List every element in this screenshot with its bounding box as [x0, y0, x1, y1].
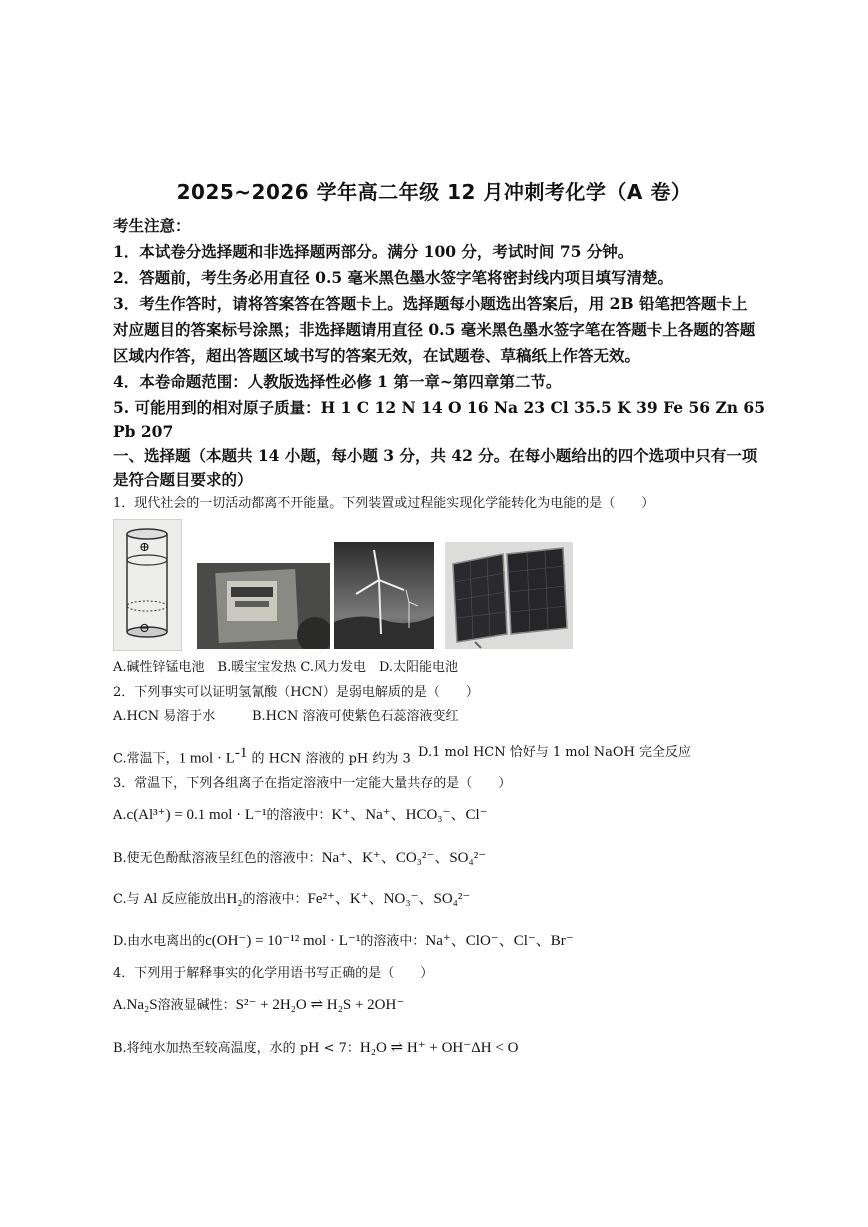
notice-line-5: 区域内作答，超出答题区域书写的答案无效，在试题卷、草稿纸上作答无效。 [113, 346, 641, 365]
q3-option-d-mid: 的溶液中： [360, 934, 426, 949]
notice-line-2: 2．答题前，考生务必用直径 0.5 毫米黑色墨水签字笔将密封线内项目填写清楚。 [113, 268, 674, 287]
q3-option-a [113, 803, 488, 828]
q3-option-c-h2: H₂ [226, 891, 243, 907]
q2-option-c-unit: 1 mol · L [178, 750, 235, 767]
q3-option-c-ions: Fe²⁺、K⁺、NO₃⁻、SO₄²⁻ [307, 891, 471, 907]
q4-option-a [113, 993, 404, 1018]
q4-option-b-pre: B.将纯水加热至较高温度，水的 pH < 7： [113, 1041, 360, 1056]
q3-option-d-ions: Na⁺、ClO⁻、Cl⁻、Br⁻ [425, 933, 574, 949]
q3-option-b [113, 846, 486, 871]
q3-option-a-mid: 的溶液中： [266, 808, 332, 823]
q2-option-c-post: 的 HCN 溶液的 pH 约为 3 [247, 751, 411, 767]
notice-line-6: 4．本卷命题范围：人教版选择性必修 1 第一章~第四章第二节。 [113, 372, 562, 391]
q1-stem: 1．现代社会的一切活动都离不开能量。下列装置或过程能实现化学能转化为电能的是（ ） [113, 496, 655, 511]
notice-line-1: 1．本试卷分选择题和非选择题两部分。满分 100 分，考试时间 75 分钟。 [113, 242, 634, 261]
wind-turbine-photo [334, 542, 434, 649]
q3-option-d-math: c(OH⁻) = 10⁻¹² mol · L⁻¹ [205, 933, 361, 949]
notice-line-7: 5. 可能用到的相对原子质量：H 1 C 12 N 14 O 16 Na 23 Cl 35.5 K 39 Fe 56 Zn 65 [113, 398, 765, 417]
q2-option-c-exp: -1 [234, 745, 248, 761]
battery-plus-icon: ⊕ [139, 540, 150, 555]
section-heading-2: 是符合题目要求的） [113, 470, 253, 489]
q3-option-c-mid: 的溶液中： [242, 892, 308, 907]
q4-option-a-pre: A. [113, 998, 127, 1013]
q3-option-b-pre: B.使无色酚酞溶液呈红色的溶液中： [113, 851, 322, 866]
q3-option-a-ions: K⁺、Na⁺、HCO₃⁻、Cl⁻ [331, 807, 488, 823]
q2-stem: 2．下列事实可以证明氢氰酸（HCN）是弱电解质的是（ ） [113, 685, 479, 700]
section-heading-1: 一、选择题（本题共 14 小题，每小题 3 分，共 42 分。在每小题给出的四个选项中只有一项 [113, 446, 758, 465]
q3-option-d [113, 929, 574, 954]
q3-option-c [113, 887, 470, 912]
q1-options: A.碱性锌锰电池 B.暖宝宝发热 C.风力发电 D.太阳能电池 [113, 660, 459, 675]
q4-option-b [113, 1036, 518, 1061]
battery-minus-icon: ⊖ [139, 621, 150, 636]
q3-stem: 3．常温下，下列各组离子在指定溶液中一定能大量共存的是（ ） [113, 776, 512, 791]
q3-option-b-ions: Na⁺、K⁺、CO₃²⁻、SO₄²⁻ [321, 850, 487, 866]
q2-option-c [113, 741, 411, 771]
q4-option-b-eq: H₂O ⇌ H⁺ + OH⁻ΔH < O [359, 1040, 519, 1056]
battery-photo [113, 519, 182, 651]
notice-line-8: Pb 207 [113, 422, 174, 441]
q4-stem: 4．下列用于解释事实的化学用语书写正确的是（ ） [113, 966, 434, 981]
notice-line-4: 对应题目的答案标号涂黑；非选择题请用直径 0.5 毫米黑色墨水签字笔在答题卡上各题的答题 [113, 320, 756, 339]
q3-option-d-pre: D.由水电离出的 [113, 934, 206, 949]
hand-warmer-photo [197, 563, 330, 649]
q4-option-a-eq: S²⁻ + 2H₂O ⇌ H₂S + 2OH⁻ [235, 997, 405, 1013]
q3-option-a-math: c(Al³⁺) = 0.1 mol · L⁻¹ [126, 807, 267, 823]
q4-option-a-mid: 溶液显碱性： [157, 998, 236, 1013]
q3-option-c-pre: C.与 Al 反应能放出 [113, 892, 227, 907]
q2-option-b: B.HCN 溶液可使紫色石蕊溶液变红 [252, 709, 459, 724]
notice-line-3: 3．考生作答时，请将答案答在答题卡上。选择题每小题选出答案后，用 2B 铅笔把答题卡上 [113, 294, 748, 313]
q2-option-d: D.1 mol HCN 恰好与 1 mol NaOH 完全反应 [418, 745, 691, 760]
notice-heading: 考生注意： [113, 216, 191, 235]
q2-option-c-pre: C.常温下， [113, 751, 179, 767]
q4-option-a-formula: Na₂S [126, 997, 158, 1013]
exam-title: 2025~2026 学年高二年级 12 月冲刺考化学（A 卷） [176, 180, 692, 204]
solar-panel-photo [445, 542, 573, 649]
q3-option-a-pre: A. [113, 808, 127, 823]
q2-option-a: A.HCN 易溶于水 [113, 709, 216, 724]
